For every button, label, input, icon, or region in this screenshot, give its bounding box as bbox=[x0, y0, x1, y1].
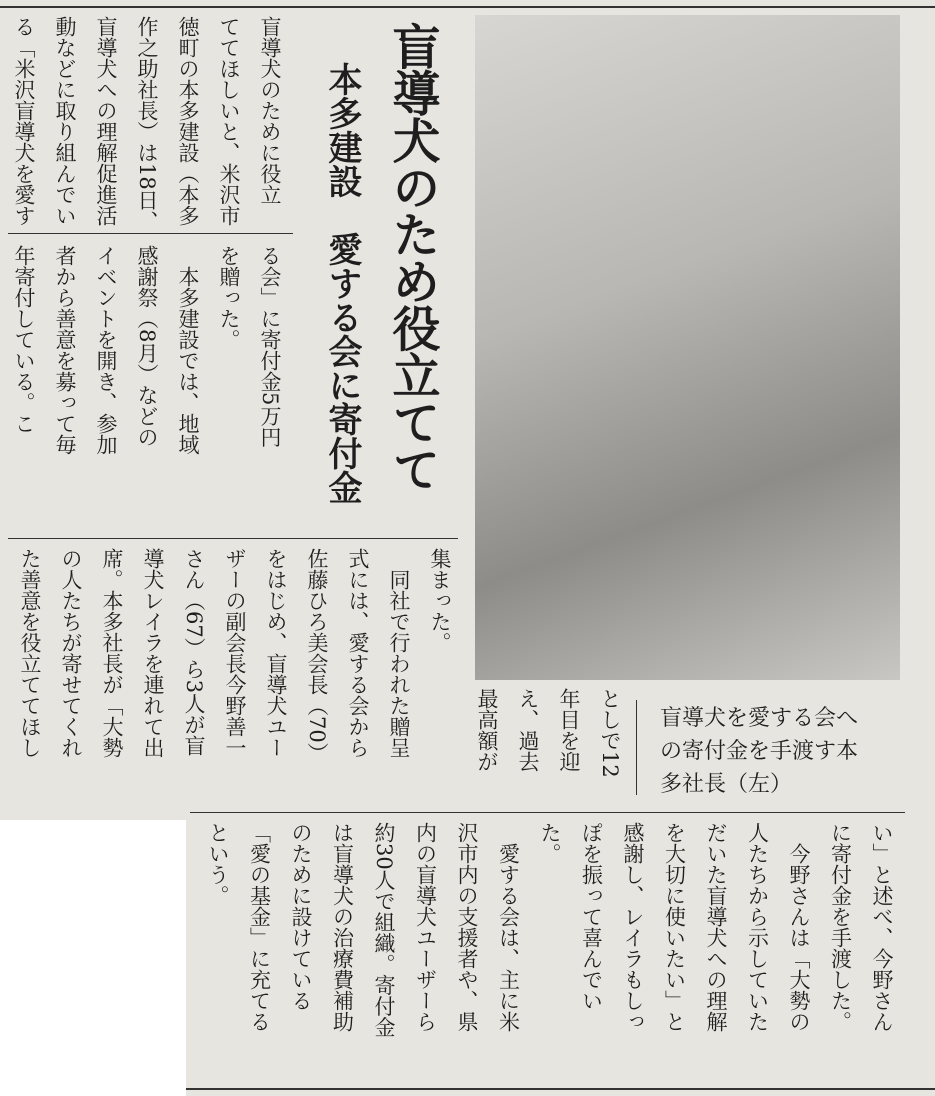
text-line: 作之助社長）は18日、 bbox=[135, 16, 159, 232]
body-block-c bbox=[9, 548, 460, 810]
text-line: 者から善意を募って毎 bbox=[53, 245, 77, 455]
text-line: た。 bbox=[538, 822, 562, 864]
text-line: 盲導犬への理解促進活 bbox=[94, 16, 118, 226]
body-block-d bbox=[197, 822, 903, 1084]
text-line: 式には、愛する会から bbox=[346, 548, 370, 758]
text-line: さん（67）ら3人が盲 bbox=[182, 548, 206, 757]
text-line: としで12 bbox=[598, 688, 622, 778]
blank-area bbox=[0, 820, 186, 1096]
text-line: 集まった。 bbox=[428, 548, 452, 653]
text-line: 約30人で組織。寄付金 bbox=[372, 822, 396, 1038]
text-line: ぽを振って喜んでい bbox=[579, 822, 604, 1011]
text-line: 沢市内の支援者や、県 bbox=[455, 822, 479, 1032]
text-line: る会」に寄付金5万円 bbox=[258, 245, 282, 448]
text-line: は盲導犬の治療費補助 bbox=[330, 822, 355, 1032]
top-rule bbox=[0, 6, 935, 8]
text-line: 本多建設では、地域 bbox=[176, 245, 200, 455]
body-block-photo-side bbox=[466, 688, 630, 808]
divider-b-c bbox=[8, 538, 458, 539]
caption-line: 多社長（左） bbox=[660, 772, 793, 797]
text-line: に寄付金を手渡した。 bbox=[828, 822, 853, 1032]
headline: 盲導犬のため役立てて bbox=[384, 22, 440, 492]
text-line: 感謝祭（8月）などの bbox=[135, 245, 159, 448]
subheadline: 本多建設 愛する会に寄付金 bbox=[322, 62, 362, 504]
text-line: 年寄付している。こ bbox=[12, 245, 36, 434]
text-line: 盲導犬のために役立 bbox=[258, 16, 282, 205]
text-line: い」と述べ、今野さん bbox=[870, 822, 894, 1032]
text-line: 年目を迎 bbox=[557, 688, 581, 772]
text-line: ザーの副会長今野善一 bbox=[223, 548, 247, 758]
caption-line: 盲導犬を愛する会へ bbox=[660, 706, 859, 731]
caption-line: の寄付金を手渡す本 bbox=[660, 739, 859, 764]
text-line: 今野さんは「大勢の bbox=[787, 822, 811, 1032]
text-line: 佐藤ひろ美会長（70） bbox=[305, 548, 329, 764]
text-line: 人たちから示していた bbox=[745, 822, 770, 1032]
text-line: 内の盲導犬ユーザーら bbox=[413, 822, 438, 1032]
text-line: 同社で行われた贈呈 bbox=[387, 548, 411, 758]
text-line: を大切に使いたい」と bbox=[662, 822, 687, 1032]
text-line: 席。本多社長が「大勢 bbox=[100, 548, 124, 758]
text-line: 感謝し、レイラもしっ bbox=[621, 822, 645, 1032]
text-line: 「愛の基金」に充てる bbox=[247, 822, 272, 1032]
body-block-a bbox=[3, 16, 290, 231]
text-line: という。 bbox=[206, 822, 230, 906]
text-line: 愛する会は、主に米 bbox=[496, 822, 521, 1032]
divider-c-d bbox=[190, 812, 905, 813]
divider-a-b bbox=[8, 233, 293, 234]
text-line: をはじめ、盲導犬ユー bbox=[264, 548, 288, 758]
text-line: 動などに取り組んでい bbox=[53, 16, 77, 226]
text-line: ててほしいと、米沢市 bbox=[217, 16, 241, 226]
photo-caption bbox=[660, 702, 910, 801]
text-line: 導犬レイラを連れて出 bbox=[141, 548, 165, 758]
caption-divider bbox=[636, 700, 637, 795]
text-line: の人たちが寄せてくれ bbox=[59, 548, 83, 758]
text-line: を贈った。 bbox=[217, 245, 241, 350]
body-block-b bbox=[3, 245, 290, 535]
text-line: だいた盲導犬への理解 bbox=[704, 822, 728, 1032]
text-line: え、過去 bbox=[516, 688, 540, 772]
text-line: た善意を役立ててほし bbox=[18, 548, 42, 758]
text-line: イベントを開き、参加 bbox=[94, 245, 118, 455]
text-line: 最高額が bbox=[475, 688, 499, 772]
text-line: る「米沢盲導犬を愛す bbox=[12, 16, 36, 226]
article-photo bbox=[475, 15, 900, 680]
text-line: 徳町の本多建設（本多 bbox=[176, 16, 200, 226]
text-line: のために設けている bbox=[289, 822, 313, 1011]
